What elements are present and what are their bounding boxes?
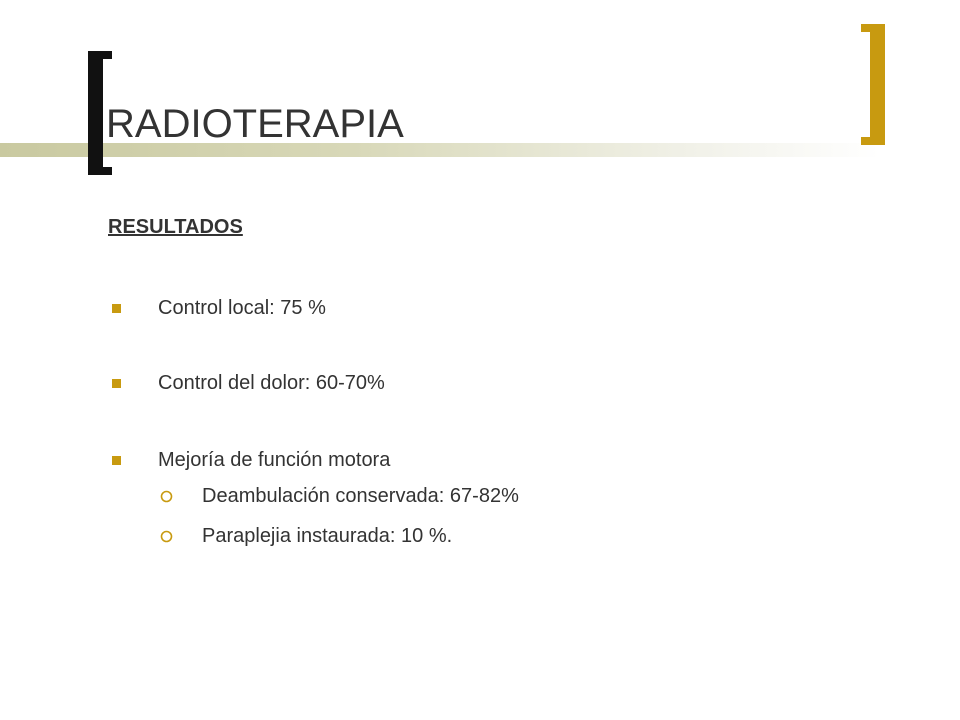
sub-bullet-text: Deambulación conservada: 67-82% — [202, 485, 519, 507]
square-bullet-icon — [112, 304, 121, 313]
section-heading: RESULTADOS — [108, 216, 243, 238]
circle-bullet-icon — [160, 530, 173, 543]
bullet-item — [112, 297, 326, 320]
bullet-item — [112, 449, 390, 472]
sub-bullet-text: Paraplejia instaurada: 10 %. — [202, 525, 453, 547]
bullet-item — [112, 372, 385, 395]
bullet-text: Mejoría de función motora — [158, 449, 391, 471]
left-bracket-icon — [88, 51, 103, 175]
bullet-text: Control del dolor: 60-70% — [158, 372, 385, 394]
right-bracket-icon — [870, 24, 885, 145]
square-bullet-icon — [112, 456, 121, 465]
sub-bullet-item — [160, 485, 519, 508]
square-bullet-icon — [112, 379, 121, 388]
sub-bullet-item — [160, 525, 452, 548]
circle-bullet-icon — [160, 490, 173, 503]
bullet-text: Control local: 75 % — [158, 297, 326, 319]
slide-title: RADIOTERAPIA — [106, 102, 404, 146]
